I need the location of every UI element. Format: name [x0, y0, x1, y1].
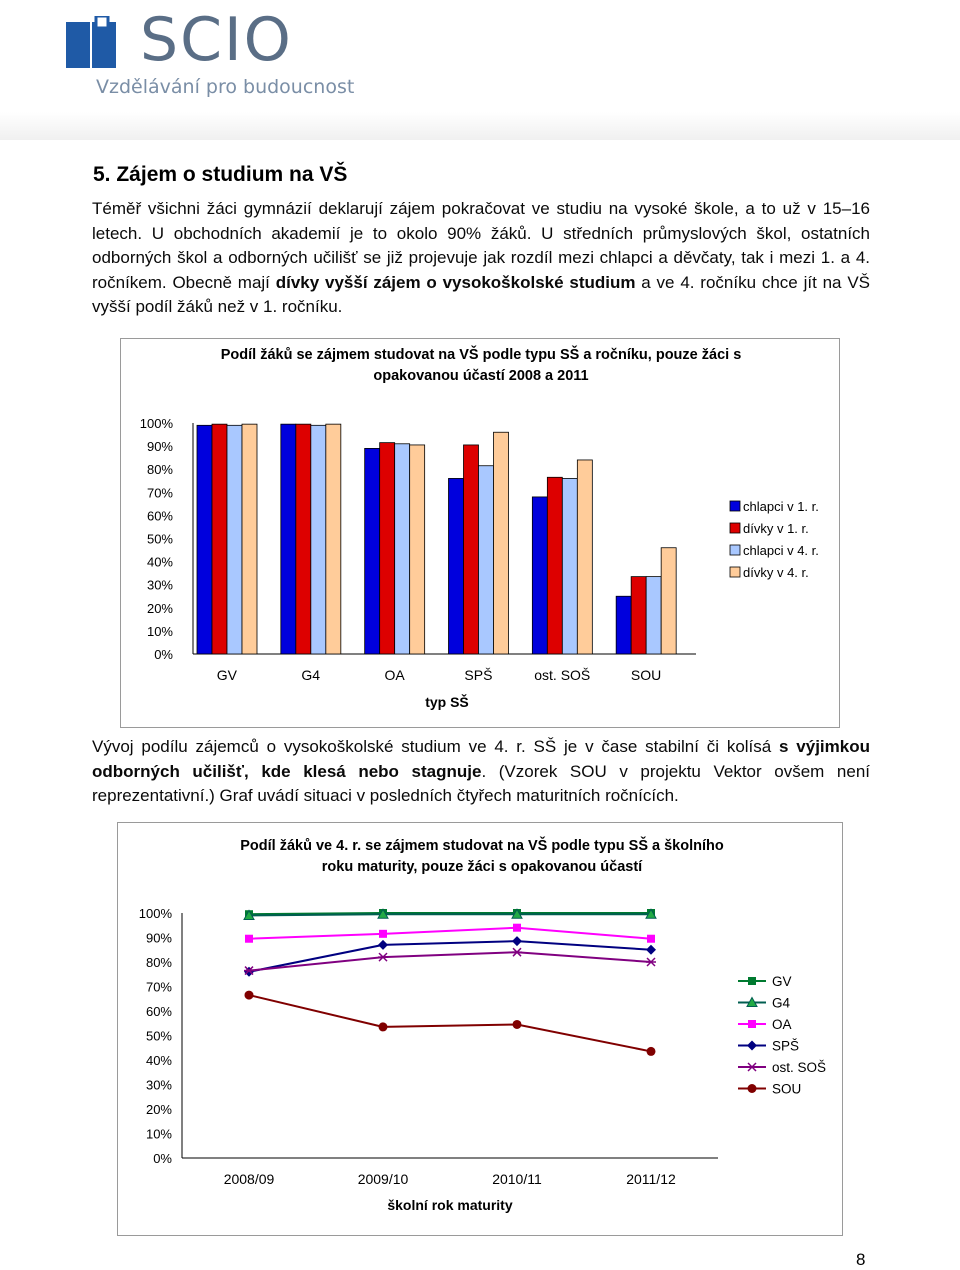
y-tick-label: 100% — [138, 906, 172, 921]
y-tick-label: 100% — [139, 416, 173, 431]
bar — [380, 443, 395, 654]
line-marker — [748, 1084, 757, 1093]
y-tick-label: 30% — [145, 1077, 172, 1093]
bar — [464, 445, 479, 654]
series-line — [249, 928, 651, 939]
y-tick-label: 70% — [146, 485, 173, 501]
page-header — [0, 0, 960, 140]
line-marker — [647, 935, 655, 943]
bar-chart — [121, 339, 839, 727]
x-tick-label: SPŠ — [464, 667, 493, 683]
y-tick-label: 60% — [146, 508, 173, 524]
y-tick-label: 90% — [146, 439, 173, 455]
line-marker — [512, 948, 522, 956]
y-tick-label: 0% — [154, 647, 173, 662]
x-tick-label: SOU — [630, 667, 662, 683]
y-tick-label: 40% — [146, 554, 173, 570]
bar — [562, 478, 577, 654]
bar — [616, 596, 631, 654]
y-tick-label: 0% — [153, 1151, 172, 1166]
paragraph-text: . (Vzorek SOU v projektu Vektor ovšem není reprezentativní.) Graf uvádí situaci v posledních čtyřech maturitních ročnících. — [92, 761, 870, 805]
y-tick-label: 80% — [146, 462, 173, 478]
line-marker — [748, 977, 756, 985]
series-line — [249, 995, 651, 1051]
x-tick-label: ost. SOŠ — [534, 667, 591, 683]
chart-title: Podíl žáků ve 4. r. se zájmem studovat na VŠ podle typu SŠ a školního — [240, 838, 724, 854]
y-tick-label: 30% — [146, 577, 173, 593]
page-number: 8 — [856, 1250, 866, 1269]
line-marker — [747, 1063, 757, 1071]
bar — [547, 477, 562, 654]
paragraph-intro — [92, 197, 870, 320]
series-line — [249, 952, 651, 970]
x-tick-label: GV — [216, 667, 238, 683]
line-chart — [118, 823, 842, 1235]
line-marker — [513, 1020, 522, 1029]
line-marker — [245, 991, 254, 1000]
line-marker — [379, 930, 387, 938]
y-tick-label: 10% — [146, 623, 173, 639]
line-marker — [513, 924, 521, 932]
legend-label: G4 — [772, 995, 791, 1011]
legend-label: OA — [772, 1017, 792, 1032]
bar — [197, 425, 212, 654]
line-marker — [646, 958, 656, 966]
x-tick-label: 2011/12 — [626, 1171, 676, 1187]
line-marker — [747, 1041, 757, 1051]
brand-name: SCIO — [140, 5, 293, 75]
bar — [410, 445, 425, 654]
bar — [242, 424, 257, 654]
bar — [311, 425, 326, 654]
legend-swatch — [730, 545, 740, 555]
bar — [326, 424, 341, 654]
legend-label: chlapci v 4. r. — [743, 543, 819, 558]
bar — [281, 424, 296, 654]
legend-label: dívky v 4. r. — [743, 565, 809, 580]
x-tick-label: OA — [384, 667, 405, 683]
y-tick-label: 20% — [145, 1102, 172, 1117]
legend-label: chlapci v 1. r. — [743, 499, 819, 514]
legend-label: SOU — [772, 1081, 802, 1097]
bar — [365, 448, 380, 654]
paragraph-text: Vývoj podílu zájemců o vysokoškolské studium ve 4. r. SŠ je v čase stabilní či kolísá — [92, 737, 780, 756]
x-axis-title: typ SŠ — [425, 694, 469, 710]
bar — [577, 460, 592, 654]
bar — [296, 424, 311, 654]
bar — [395, 444, 410, 654]
y-tick-label: 90% — [145, 930, 172, 946]
line-marker — [512, 936, 522, 946]
bar — [661, 548, 676, 654]
chart-title: opakovanou účastí 2008 a 2011 — [373, 368, 589, 384]
legend-label: dívky v 1. r. — [743, 521, 809, 536]
y-tick-label: 40% — [145, 1053, 172, 1068]
bar-chart-panel — [120, 338, 840, 728]
bar — [646, 577, 661, 654]
y-tick-label: 50% — [145, 1028, 172, 1044]
bar — [631, 577, 646, 654]
y-tick-label: 50% — [146, 531, 173, 547]
y-tick-label: 80% — [145, 955, 172, 970]
series-line — [249, 941, 651, 972]
line-marker — [647, 1047, 656, 1056]
line-marker — [244, 967, 254, 977]
scio-logo-icon — [66, 16, 128, 68]
bar — [227, 425, 242, 654]
series-line — [249, 914, 651, 915]
line-chart-panel — [117, 822, 843, 1236]
line-marker — [378, 940, 388, 950]
y-tick-label: 60% — [145, 1004, 172, 1019]
y-tick-label: 70% — [145, 979, 172, 995]
chart-title: Podíl žáků se zájmem studovat na VŠ podle typu SŠ a ročníku, pouze žáci s — [220, 347, 742, 363]
section-title: 5. Zájem o studium na VŠ — [93, 163, 348, 186]
legend-swatch — [730, 523, 740, 533]
chart-title: roku maturity, pouze žáci s opakovanou účastí — [321, 859, 643, 875]
x-tick-label: 2010/11 — [492, 1171, 542, 1187]
x-tick-label: 2008/09 — [223, 1171, 275, 1187]
paragraph-text: Téměř všichni žáci gymnázií deklarují zájem pokračovat ve studiu na vysoké škole, a to už v 15–16 letech. U obchodních akademií je to okolo 90% žáků. U středních průmyslových škol, ostatních odborných škol a odborných učilišť se již projevuje jak rozdíl mezi chlapci a děvčaty, tak i mezi 1. a 4. ročníkem. Obecně mají — [92, 199, 870, 292]
y-tick-label: 20% — [146, 600, 173, 616]
brand-tagline: Vzdělávání pro budoucnost — [96, 76, 355, 98]
line-marker — [748, 1020, 756, 1028]
line-marker — [646, 945, 656, 955]
line-marker — [379, 1022, 388, 1031]
paragraph-text: a ve 4. ročníku chce jít na VŠ vyšší podíl žáků než v 1. ročníku. — [92, 272, 870, 316]
bar — [212, 424, 227, 654]
paragraph-trend — [92, 735, 870, 809]
line-marker — [378, 953, 388, 961]
legend-label: ost. SOŠ — [772, 1060, 827, 1075]
paragraph-emphasis: dívky vyšší zájem o vysokoškolské studium — [275, 272, 636, 292]
x-tick-label: G4 — [301, 667, 321, 683]
line-marker — [245, 935, 253, 943]
legend-swatch — [730, 501, 740, 511]
bar — [479, 466, 494, 654]
y-tick-label: 10% — [145, 1126, 172, 1142]
paragraph-emphasis: s výjimkou odborných učilišť, kde klesá nebo stagnuje — [92, 737, 870, 781]
bar — [532, 497, 547, 654]
x-axis-title: školní rok maturity — [387, 1197, 513, 1213]
x-tick-label: 2009/10 — [357, 1171, 409, 1187]
legend-swatch — [730, 567, 740, 577]
legend-label: GV — [772, 974, 792, 989]
legend-label: SPŠ — [772, 1038, 800, 1054]
bar — [494, 432, 509, 654]
bar — [449, 478, 464, 654]
